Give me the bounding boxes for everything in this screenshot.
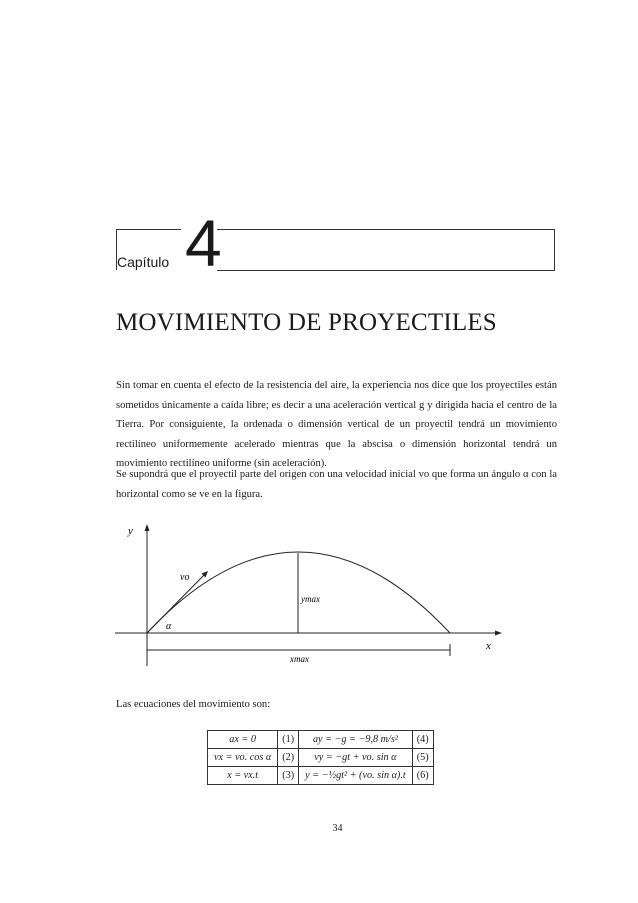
equation-number: (2) [278,749,299,767]
chapter-title: MOVIMIENTO DE PROYECTILES [116,309,497,336]
velocity-vector [147,573,206,633]
equation-vy: vy = −gt + vo. sin α [299,749,413,767]
chapter-number: 4 [185,206,222,280]
chapter-box-right-border [217,229,555,271]
equation-number: (5) [412,749,433,767]
intro-paragraph: Sin tomar en cuenta el efecto de la resistencia del aire, la experiencia nos dice que los proyectiles están sometidos únicamente a caída libre; es decir a una aceleración vertical g y dirigida hacia el centro de la Tierra. Por consiguiente, la ordenada o dimensión vertical de un proyectil tendrá un movimiento rectilíneo uniformemente acelerado mientras que la abscisa o dimensión horizontal tendrá un movimiento rectilíneo uniforme (sin aceleración). [116,380,557,469]
ymax-label: ymax [301,594,320,604]
equation-number: (4) [412,731,433,749]
equations-table [207,730,434,785]
equation-row [208,767,434,785]
equation-vx: vx = vo. cos α [208,749,278,767]
projectile-diagram [110,516,510,676]
page-number: 34 [332,823,343,834]
equation-number: (1) [278,731,299,749]
equation-x: x = vx.t [208,767,278,785]
equation-number: (6) [412,767,433,785]
equation-y: y = −½gt² + (vo. sin α).t [299,767,413,785]
angle-label: α [166,621,172,632]
y-axis-arrow [145,524,150,531]
equation-number: (3) [278,767,299,785]
y-axis-label: y [128,525,133,537]
equation-row [208,731,434,749]
x-axis-arrow [495,631,502,636]
equation-ay: ay = −g = −9,8 m/s² [299,731,413,749]
x-axis-label: x [486,640,491,652]
equation-ax: ax = 0 [208,731,278,749]
velocity-label: vo [180,572,190,583]
equations-intro: Las ecuaciones del movimiento son: [116,699,271,710]
assumption-paragraph: Se supondrá que el proyectil parte del origen con una velocidad inicial vo que forma un ángulo α con la horizontal como se ve en la figura. [116,469,557,500]
chapter-label: Capítulo [117,254,170,270]
equation-row [208,749,434,767]
xmax-label: xmax [290,654,309,664]
